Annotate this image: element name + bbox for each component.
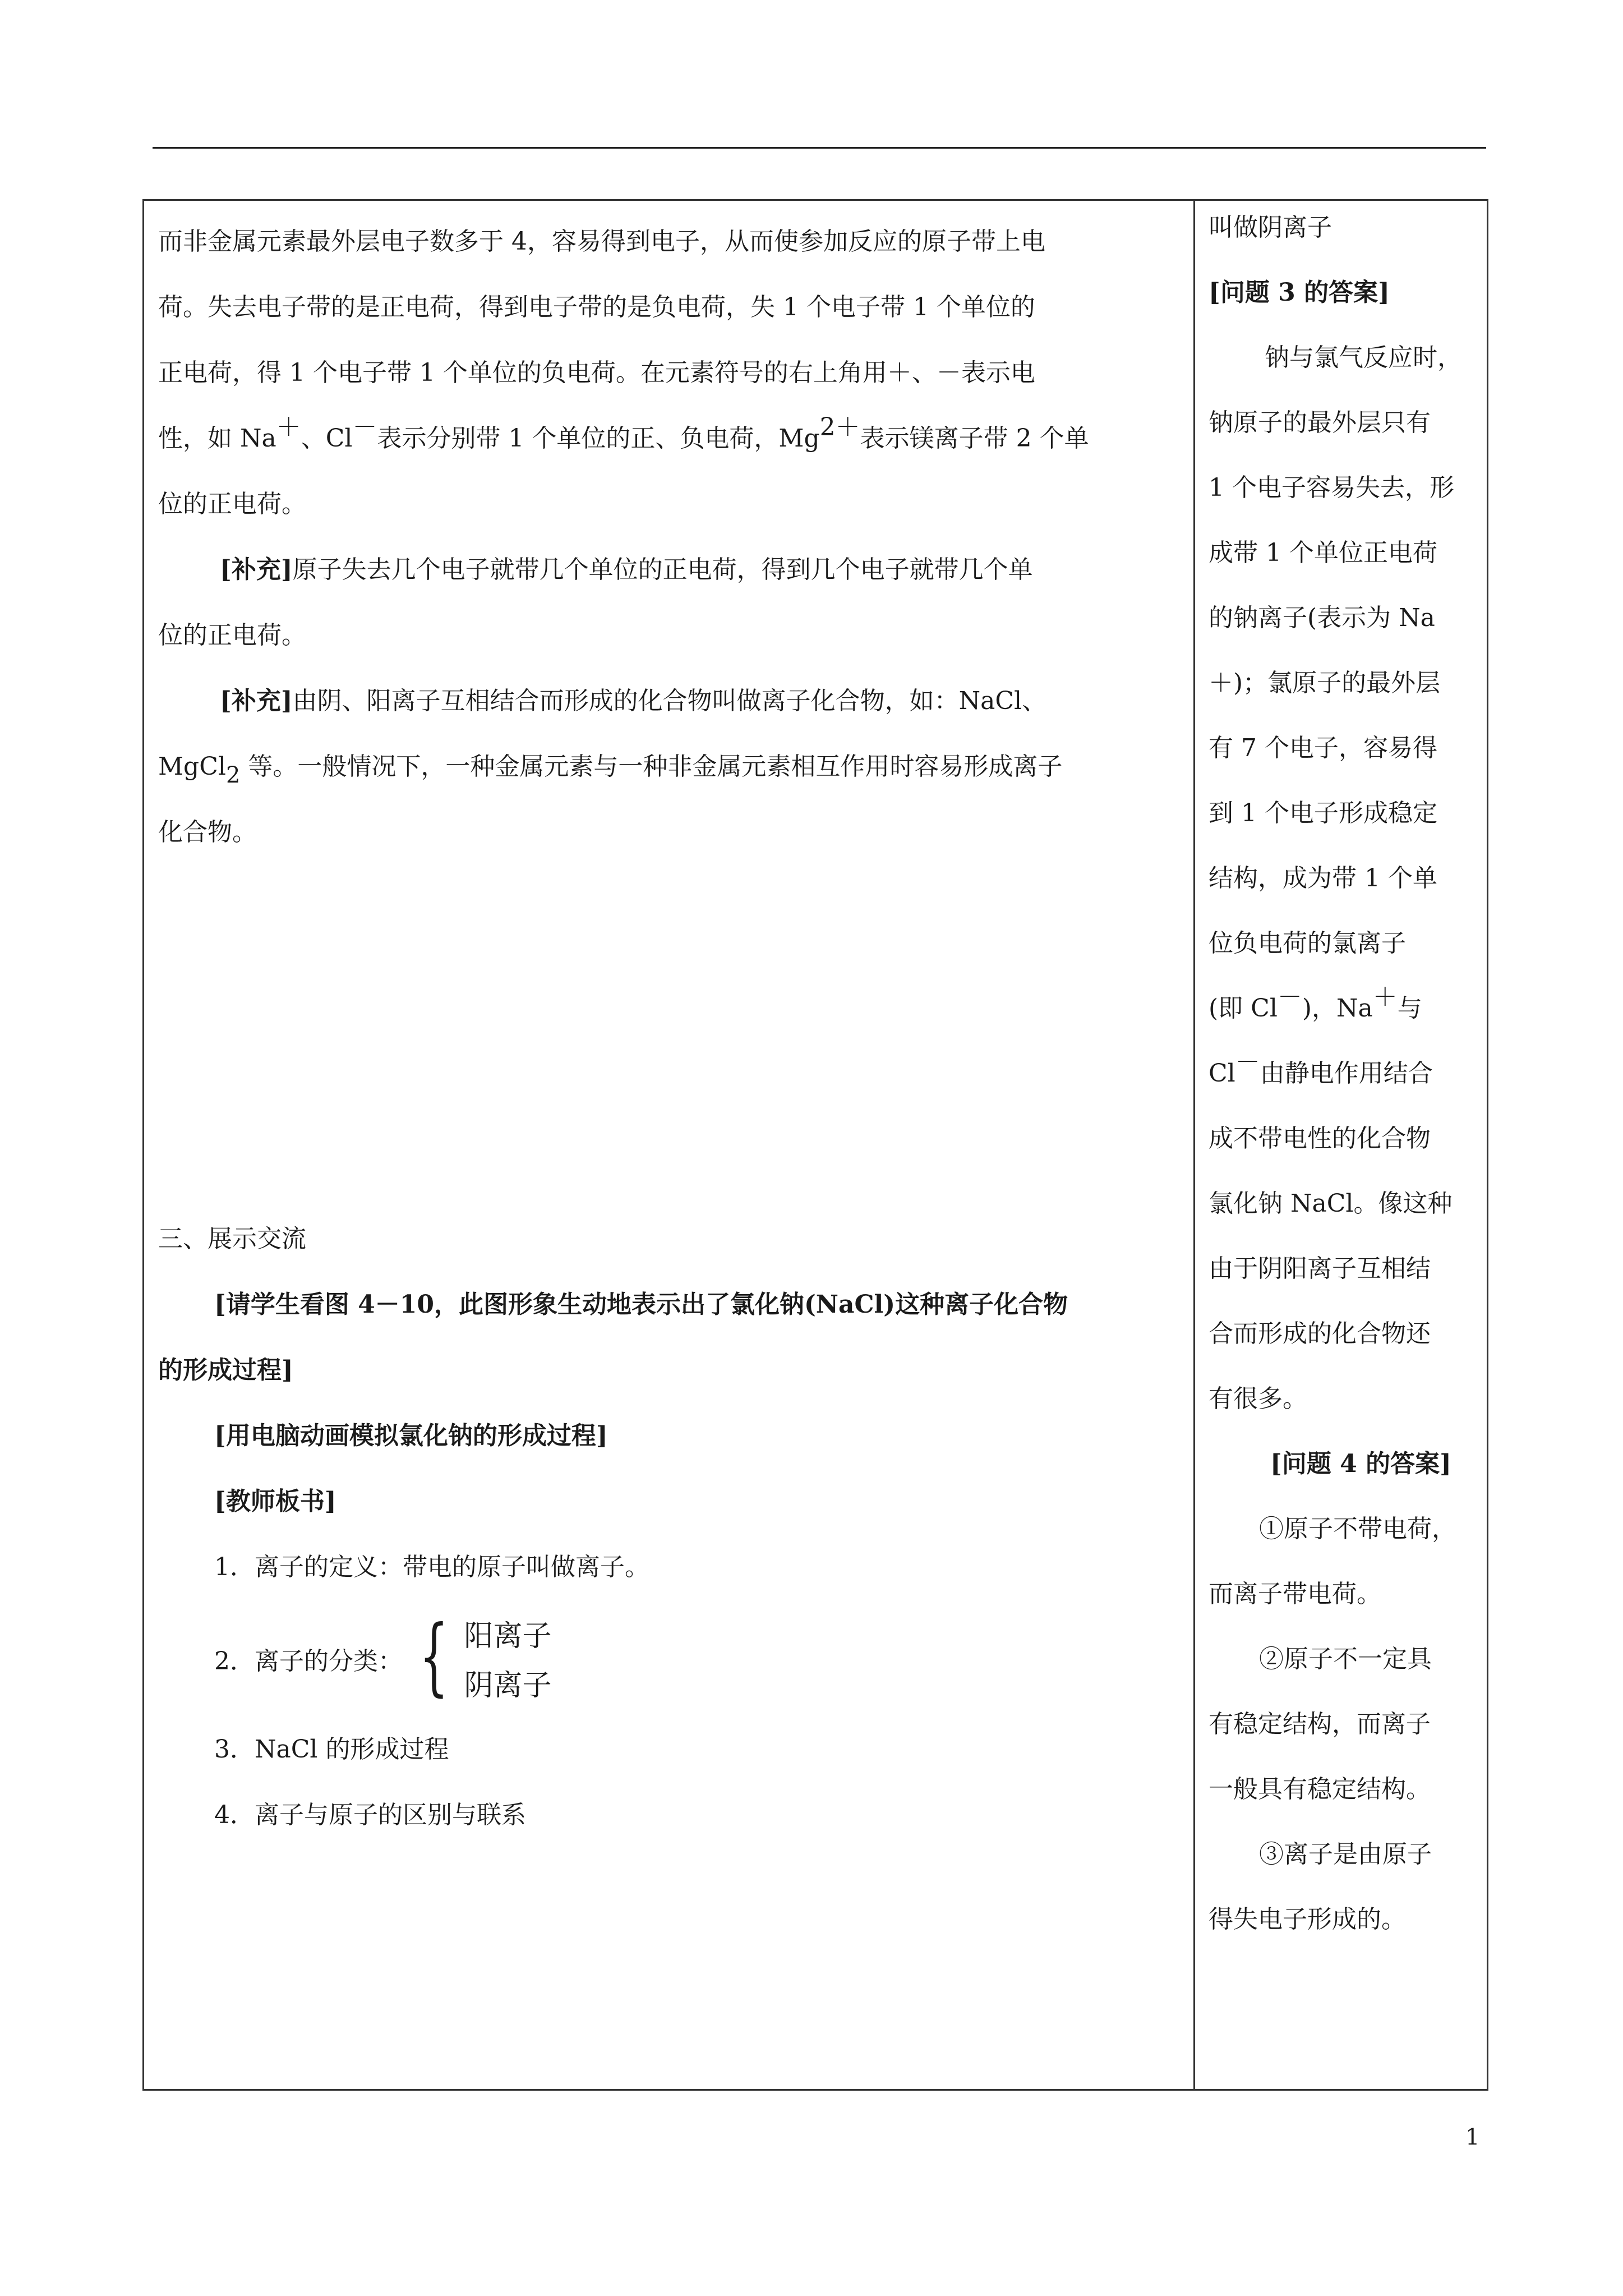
charge-superscript: －	[1277, 983, 1302, 1012]
list-item: 3．NaCl 的形成过程	[214, 1735, 449, 1764]
formula-subscript: 2	[225, 762, 241, 788]
text-run: 等。一般情况下，一种金属元素与一种非金属元素相互作用时容易形成离子	[240, 752, 1063, 781]
text-run: 性，如 Na	[158, 424, 276, 453]
section-heading: 三、展示交流	[158, 1225, 306, 1253]
answer-line: 钠与氯气反应时，	[1265, 343, 1462, 372]
answer-line-ions	[1209, 1041, 1477, 1106]
answer-line: 1 个电子容易失去，形	[1209, 473, 1454, 502]
paragraph-line: 位的正电荷。	[158, 490, 306, 518]
supplement-2	[158, 668, 1184, 734]
classification-options	[464, 1612, 551, 1710]
answer-line: 由于阴阳离子互相结	[1209, 1254, 1431, 1283]
text-run: 、Cl	[301, 424, 353, 453]
charge-superscript: －	[1235, 1048, 1260, 1077]
charge-superscript: －	[352, 413, 377, 442]
question-3-heading: [问题 3 的答案]	[1209, 278, 1390, 307]
paragraph-line: 化合物。	[158, 818, 257, 846]
answer-line: 钠原子的最外层只有	[1209, 408, 1431, 437]
instruction-line: [用电脑动画模拟氯化钠的形成过程]	[214, 1421, 608, 1450]
text-run: MgCl	[158, 752, 226, 781]
list-item: 1．离子的定义：带电的原子叫做离子。	[214, 1553, 649, 1581]
list-item-classification	[158, 1608, 1184, 1714]
answer-line: ③离子是由原子	[1259, 1840, 1432, 1869]
text-run: 与	[1397, 994, 1422, 1023]
question-4-heading: [问题 4 的答案]	[1270, 1450, 1451, 1478]
answer-line: 氯化钠 NaCl。像这种	[1209, 1189, 1453, 1218]
paragraph-line: 正电荷，得 1 个电子带 1 个单位的负电荷。在元素符号的右上角用＋、－表示电	[158, 358, 1035, 387]
brace-symbol: {	[419, 1608, 449, 1705]
answer-line: 叫做阴离子	[1209, 213, 1332, 242]
instruction-line: 的形成过程]	[158, 1356, 293, 1384]
answer-line: 成不带电性的化合物	[1209, 1124, 1431, 1153]
option-cation: 阳离子	[464, 1619, 552, 1653]
answer-line: ①原子不带电荷，	[1259, 1515, 1456, 1543]
answer-line: ＋)；氯原子的最外层	[1209, 669, 1441, 697]
answer-line: 有稳定结构，而离子	[1209, 1710, 1431, 1738]
paragraph-line: 而非金属元素最外层电子数多于 4，容易得到电子，从而使参加反应的原子带上电	[158, 227, 1045, 256]
answer-line: 而离子带电荷。	[1209, 1580, 1381, 1608]
page-number: 1	[1465, 2124, 1480, 2150]
text-run: 由静电作用结合	[1260, 1059, 1433, 1088]
charge-superscript: ＋	[276, 413, 301, 442]
text-run: (即 Cl	[1209, 994, 1278, 1023]
list-item: 4．离子与原子的区别与联系	[214, 1801, 526, 1829]
blank-space	[158, 865, 1184, 1206]
supplement-tag: [补充]	[220, 687, 293, 715]
instruction-line: [请学生看图 4－10，此图形象生动地表示出了氯化钠(NaCl)这种离子化合物	[214, 1290, 1068, 1319]
paragraph-line-formula	[158, 734, 1184, 799]
instruction-line: [教师板书]	[214, 1487, 336, 1516]
charge-superscript: 2＋	[819, 413, 860, 442]
main-column	[158, 209, 1184, 1848]
answer-line: 到 1 个电子形成稳定	[1209, 799, 1437, 827]
answer-line: 有很多。	[1209, 1384, 1307, 1413]
supplement-1	[158, 537, 1184, 602]
paragraph-line-ions	[158, 406, 1184, 471]
answer-line: ②原子不一定具	[1259, 1645, 1432, 1673]
column-divider	[1193, 199, 1195, 2091]
answer-line: 一般具有稳定结构。	[1209, 1775, 1431, 1803]
paragraph-line: 荷。失去电子带的是正电荷，得到电子带的是负电荷，失 1 个电子带 1 个单位的	[158, 293, 1035, 321]
answer-line: 的钠离子(表示为 Na	[1209, 604, 1435, 632]
text-run: 表示分别带 1 个单位的正、负电荷，Mg	[377, 424, 820, 453]
charge-superscript: ＋	[1372, 983, 1398, 1012]
answer-line: 结构，成为带 1 个单	[1209, 864, 1437, 892]
text-run: )，Na	[1302, 994, 1373, 1023]
option-anion: 阴离子	[464, 1669, 552, 1703]
supplement-tag: [补充]	[220, 555, 293, 584]
answer-line: 位负电荷的氯离子	[1209, 929, 1406, 958]
answer-line: 有 7 个电子，容易得	[1209, 734, 1437, 762]
answer-line: 得失电子形成的。	[1209, 1905, 1406, 1934]
text-run: 原子失去几个电子就带几个单位的正电荷，得到几个电子就带几个单	[292, 555, 1033, 584]
answer-column	[1209, 195, 1477, 1952]
text-run: Cl	[1209, 1059, 1235, 1088]
answer-line: 成带 1 个单位正电荷	[1209, 539, 1437, 567]
list-item-label: 2．离子的分类：	[214, 1646, 403, 1676]
text-run: 表示镁离子带 2 个单	[860, 424, 1089, 453]
text-run: 由阴、阳离子互相结合而形成的化合物叫做离子化合物，如：NaCl、	[292, 687, 1047, 715]
answer-line-ions	[1209, 976, 1477, 1041]
header-rule	[153, 147, 1486, 149]
answer-line: 合而形成的化合物还	[1209, 1319, 1431, 1348]
paragraph-line: 位的正电荷。	[158, 621, 306, 650]
